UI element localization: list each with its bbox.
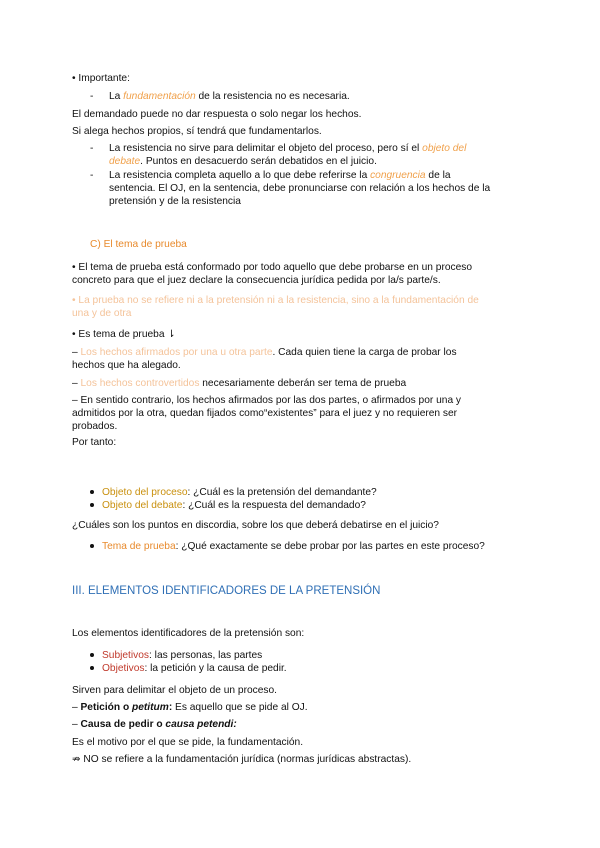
- line-congruencia: [109, 169, 451, 182]
- line-sentencia: sentencia. El OJ, en la sentencia, debe pronunciarse con relación a los hechos de la: [109, 183, 491, 194]
- label: Tema de prueba: [102, 541, 176, 552]
- line-causa: [72, 718, 237, 731]
- bullet-objeto-debate: [90, 499, 366, 512]
- dash: -: [90, 91, 94, 102]
- line-no-refiere: ⇏ NO se refiere a la fundamentación jurídica (normas jurídicas abstractas).: [72, 754, 412, 765]
- text: : ¿Cuál es la respuesta del demandado?: [182, 500, 366, 511]
- text: : ¿Cuál es la pretensión del demandante?: [187, 487, 377, 498]
- line-puntos-discordia: ¿Cuáles son los puntos en discordia, sobre los que deberá debatirse en el juicio?: [72, 520, 439, 531]
- line-controvertidos: [72, 377, 406, 390]
- para-tema-2: concreto para que el juez declare la consecuencia jurídica pedida por la/s parte/s.: [72, 275, 441, 286]
- text: . Cada quien tiene la carga de probar los: [272, 347, 457, 358]
- term-latin: petitum: [132, 702, 169, 713]
- dash: -: [90, 143, 94, 154]
- text: de la resistencia no es necesaria.: [195, 91, 350, 102]
- bullet-icon: [90, 490, 94, 494]
- bullet-icon: [90, 503, 94, 507]
- line-pretension: pretensión y de la resistencia: [109, 196, 241, 207]
- label: Objeto del proceso: [102, 487, 188, 498]
- line-hechos-afirmados: [72, 346, 457, 359]
- text: : ¿Qué exactamente se debe probar por las partes en este proceso?: [175, 541, 485, 552]
- term: Petición o: [80, 702, 133, 713]
- text: necesariamente deberán ser tema de prueba: [199, 378, 407, 389]
- para-prueba-1: • La prueba no se refiere ni a la pretensión ni a la resistencia, sino a la fundamentación de: [72, 295, 479, 306]
- highlight-term: Los hechos afirmados por una u otra parte: [80, 347, 273, 358]
- term-latin: causa petendi:: [165, 719, 237, 730]
- text: . Puntos en desacuerdo serán debatidos en el juicio.: [140, 156, 377, 167]
- highlight-term: debate: [109, 156, 141, 167]
- dash: –: [72, 378, 81, 389]
- bullet-tema-prueba: [90, 540, 485, 553]
- dash: –: [72, 719, 81, 730]
- line-hechos-alegado: hechos que ha alegado.: [72, 360, 181, 371]
- colon: :: [168, 702, 173, 713]
- section-heading-iii: III. ELEMENTOS IDENTIFICADORES DE LA PRETENSIÓN: [72, 585, 381, 597]
- line-motivo: Es el motivo por el que se pide, la fundamentación.: [72, 737, 304, 748]
- para-prueba-2: una y de otra: [72, 308, 132, 319]
- text: de la: [425, 170, 451, 181]
- bullet-icon: [90, 666, 94, 670]
- line-importante: • Importante:: [72, 73, 130, 84]
- dash: –: [72, 702, 81, 713]
- bullet-icon: [90, 544, 94, 548]
- section-heading-c: C) El tema de prueba: [90, 239, 187, 250]
- highlight-term: congruencia: [370, 170, 426, 181]
- line-por-tanto: Por tanto:: [72, 437, 117, 448]
- label: Subjetivos: [102, 650, 150, 661]
- dash: -: [90, 170, 94, 181]
- highlight-term: objeto del: [422, 143, 467, 154]
- label: Objetivos: [102, 663, 145, 674]
- text: La resistencia completa aquello a lo que debe referirse la: [109, 170, 371, 181]
- para-tema-1: • El tema de prueba está conformado por todo aquello que debe probarse en un proceso: [72, 262, 473, 273]
- line-peticion: [72, 701, 308, 714]
- highlight-term: Los hechos controvertidos: [80, 378, 200, 389]
- term: Causa de pedir o: [80, 719, 166, 730]
- label: Objeto del debate: [102, 500, 183, 511]
- line-contrario-3: probados.: [72, 421, 118, 432]
- text: Es aquello que se pide al OJ.: [172, 702, 308, 713]
- line-contrario-1: – En sentido contrario, los hechos afirmados por las dos partes, o afirmados por una y: [72, 395, 462, 406]
- line-hechos-propios: Si alega hechos propios, sí tendrá que fundamentarlos.: [72, 126, 322, 137]
- highlight-term: fundamentación: [123, 91, 196, 102]
- bullet-subjetivos: [90, 649, 262, 662]
- line-es-tema: • Es tema de prueba ⇂: [72, 329, 176, 340]
- bullet-objetivos: [90, 662, 287, 675]
- text: : la petición y la causa de pedir.: [144, 663, 287, 674]
- line-fundamentacion: [109, 90, 350, 103]
- line-delimitar: Sirven para delimitar el objeto de un proceso.: [72, 685, 277, 696]
- bullet-objeto-proceso: [90, 486, 377, 499]
- line-demandado: El demandado puede no dar respuesta o solo negar los hechos.: [72, 109, 362, 120]
- bullet-icon: [90, 653, 94, 657]
- line-resistencia-2: [109, 155, 377, 168]
- line-contrario-2: admitidos por la otra, quedan fijados como“existentes” para el juez y no requieren ser: [72, 408, 458, 419]
- dash: –: [72, 347, 81, 358]
- text: La resistencia no sirve para delimitar el objeto del proceso, pero sí el: [109, 143, 423, 154]
- line-resistencia-1: [109, 142, 466, 155]
- text: : las personas, las partes: [149, 650, 263, 661]
- line-elementos: Los elementos identificadores de la pretensión son:: [72, 628, 305, 639]
- text: La: [109, 91, 124, 102]
